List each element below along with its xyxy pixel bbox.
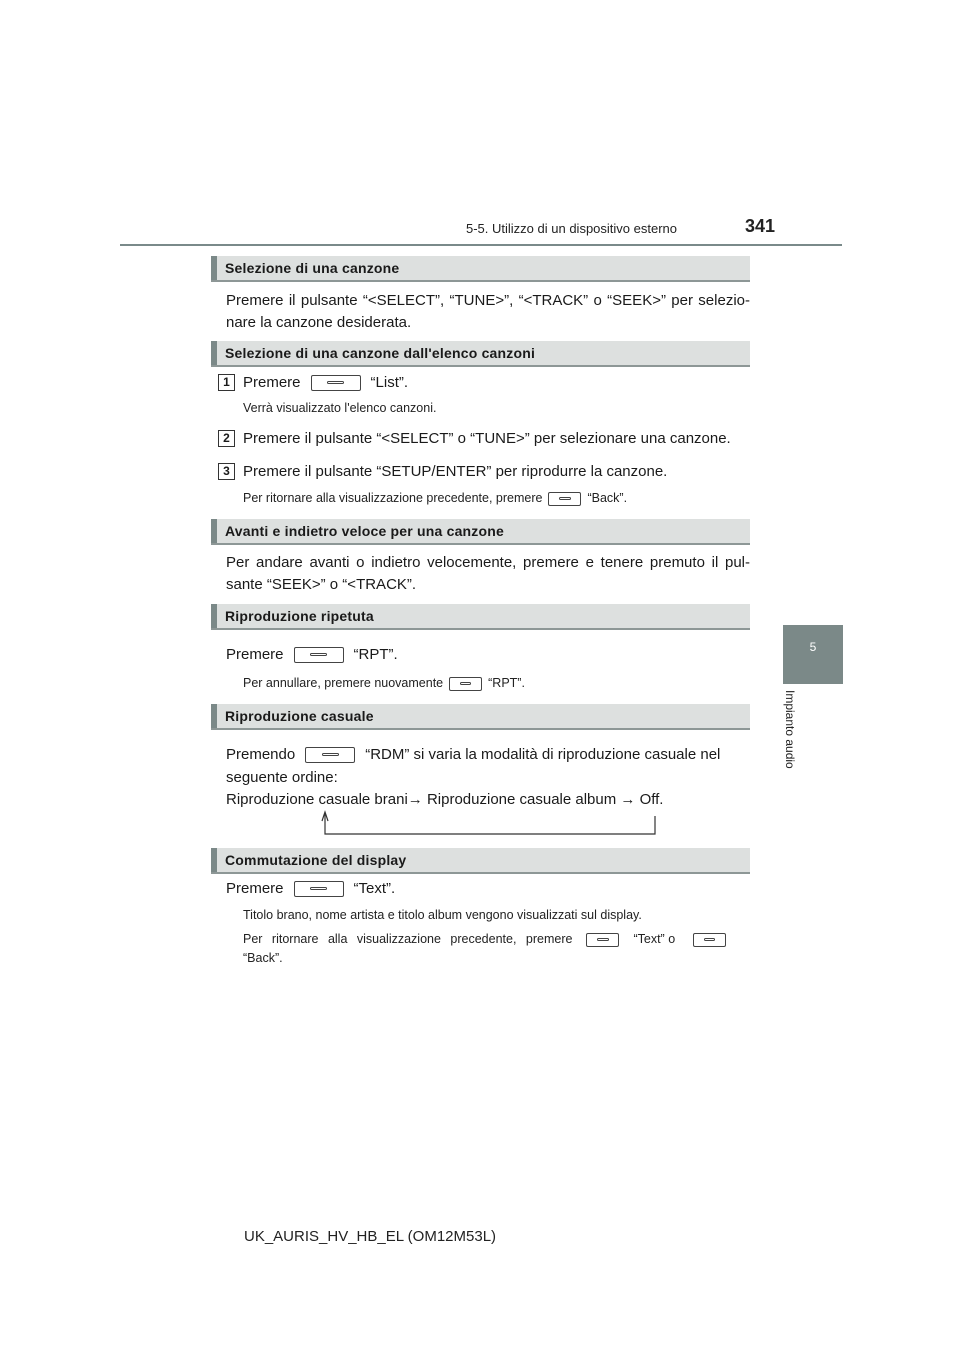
select-song-text-line1: Premere il pulsante “<SELECT”, “TUNE>”, “<TRACK” o “SEEK>” per selezio- — [226, 292, 750, 309]
section-heading-repeat: Riproduzione ripetuta — [211, 604, 750, 630]
display-note2: Per ritornare alla visualizzazione precedente, premere “Text” o — [243, 930, 750, 948]
screen-button-icon — [693, 933, 726, 947]
screen-button-icon — [586, 933, 619, 947]
repeat-note: Per annullare, premere nuovamente “RPT”. — [243, 676, 525, 690]
arrow-right-icon: → — [620, 791, 636, 808]
repeat-text: Premere “RPT”. — [226, 646, 398, 663]
step-1-text: Premere “List”. — [243, 374, 409, 391]
step-2-text: Premere il pulsante “<SELECT” o “TUNE>” per selezionare una canzone. — [243, 430, 731, 447]
section-heading-fast: Avanti e indietro veloce per una canzone — [211, 519, 750, 545]
chapter-tab — [783, 625, 843, 684]
screen-button-icon — [294, 881, 344, 897]
display-note1: Titolo brano, nome artista e titolo album vengono visualizzati sul display. — [243, 908, 642, 922]
fast-text-line2: sante “SEEK>” o “<TRACK”. — [226, 576, 417, 593]
display-text: Premere “Text”. — [226, 880, 396, 897]
step-1-note: Verrà visualizzato l'elenco canzoni. — [243, 401, 437, 415]
screen-button-icon — [294, 647, 344, 663]
random-text-line2: seguente ordine: — [226, 769, 338, 786]
page-number: 341 — [745, 216, 776, 236]
step-number-3: 3 — [218, 463, 235, 480]
display-note3: “Back”. — [243, 951, 283, 965]
chapter-label — [775, 690, 811, 790]
section-heading-display: Commutazione del display — [211, 848, 750, 874]
header-section-title: 5-5. Utilizzo di un dispositivo esterno — [466, 221, 677, 236]
step-number-2: 2 — [218, 430, 235, 447]
document-code: UK_AURIS_HV_HB_EL (OM12M53L) — [244, 1228, 497, 1245]
cycle-return-arrow-icon — [315, 808, 665, 838]
section-heading-random: Riproduzione casuale — [211, 704, 750, 730]
step-3-text: Premere il pulsante “SETUP/ENTER” per riprodurre la canzone. — [243, 463, 668, 480]
header-rule — [120, 244, 842, 246]
arrow-right-icon: → — [407, 791, 423, 808]
screen-button-icon — [305, 747, 355, 763]
step-3-note: Per ritornare alla visualizzazione precedente, premere “Back”. — [243, 491, 628, 505]
chapter-number: 5 — [809, 640, 817, 654]
screen-button-icon — [449, 677, 482, 691]
step-number-1: 1 — [218, 374, 235, 391]
section-heading-song-list: Selezione di una canzone dall'elenco canzoni — [211, 341, 750, 367]
screen-button-icon — [548, 492, 581, 506]
random-text-line1: Premendo “RDM” si varia la modalità di riproduzione casuale nel — [226, 746, 721, 763]
select-song-text-line2: nare la canzone desiderata. — [226, 314, 412, 331]
screen-button-icon — [311, 375, 361, 391]
fast-text-line1: Per andare avanti o indietro velocemente, premere e tenere premuto il pul- — [226, 554, 750, 571]
chapter-label-text: Impianto audio — [783, 690, 797, 769]
section-heading-select-song: Selezione di una canzone — [211, 256, 750, 282]
random-cycle: Riproduzione casuale brani→ Riproduzione casuale album → Off. — [226, 791, 664, 808]
